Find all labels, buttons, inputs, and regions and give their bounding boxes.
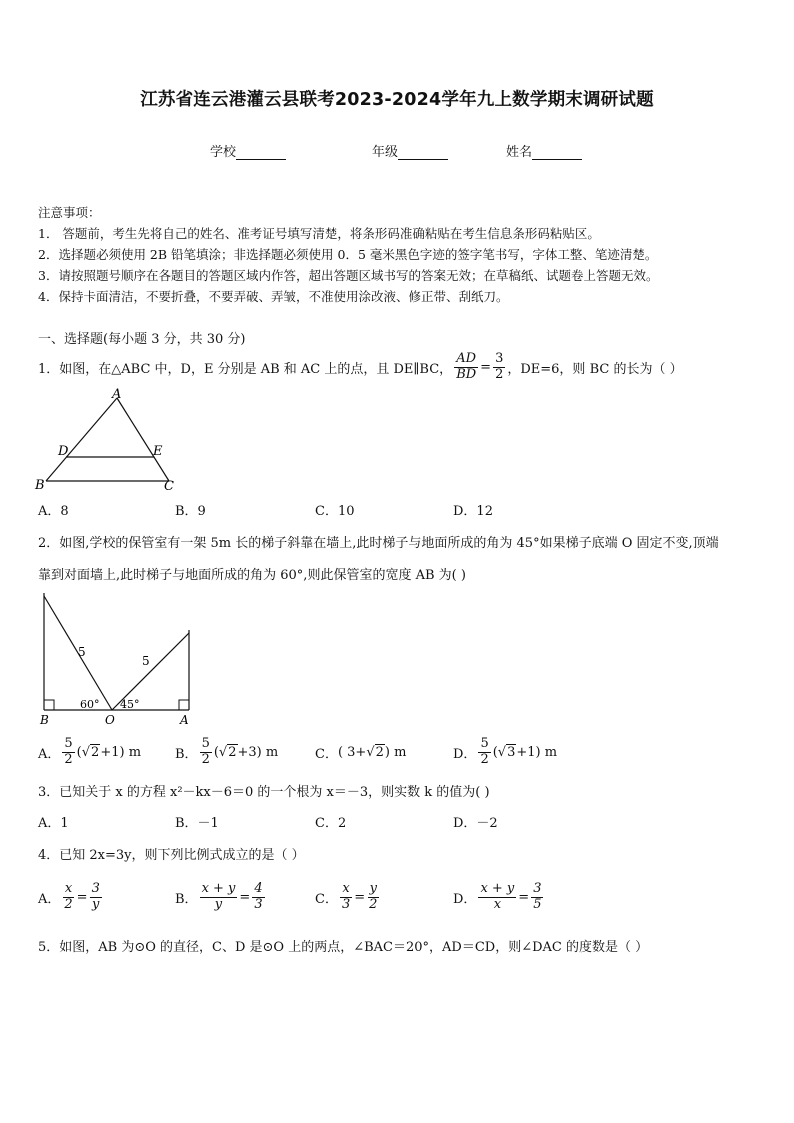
q1-option-b[interactable]: B．9 [175,504,206,519]
q2-option-c-rest: ) m [384,744,407,760]
q4-option-b[interactable] [175,877,267,917]
question-2-line2: 靠到对面墙上,此时梯子与地面所成的角为 60°,则此保管室的宽度 AB 为( ) [38,568,466,583]
q2-option-b-sqrt: √2 [218,744,237,760]
q4-option-a-left: $\frac{x}{2}$ [64,881,73,912]
q2-option-a-frac [62,737,74,767]
school-label: 学校 [210,145,237,160]
q2-option-b-rest: +3) m [237,744,279,760]
q2-option-b-letter: B． [175,746,198,762]
q2-option-a-den: 2 [64,751,73,767]
name-field[interactable] [506,141,582,160]
label-len-left: 5 [78,645,86,659]
q2-option-d-sqrt: √3 [497,744,516,760]
q4-option-a[interactable] [38,877,104,917]
q3-option-b[interactable]: B．－1 [175,816,219,831]
q4-option-d[interactable] [453,877,545,917]
q2-option-d-letter: D． [453,746,477,762]
q4-option-d-eq: = [518,889,530,905]
question-1 [38,346,683,388]
q4-option-a-letter: A． [38,891,61,907]
q2-ladder-figure [34,588,199,728]
label-d: D [58,444,69,459]
q1-triangle-figure [34,386,179,494]
q4-option-a-right: $\frac{3}{y}$ [91,881,100,912]
question-4: 4．已知 2x=3y，则下列比例式成立的是（ ） [38,848,305,863]
label-o: O [105,713,115,727]
note-item: 2．选择题必须使用 2B 铅笔填涂；非选择题必须使用 0．5 毫米黑色字迹的签字笔书写，字体工整、笔迹清楚。 [38,247,658,262]
q2-option-c-letter: C． [315,746,338,762]
q4-option-b-letter: B． [175,891,198,907]
q4-option-d-letter: D． [453,891,477,907]
q2-option-a[interactable] [38,734,141,770]
note-item: 1． 答题前，考生先将自己的姓名、准考证号填写清楚，将条形码准确粘贴在考生信息条形码粘贴区。 [38,226,600,241]
side-ac [117,398,169,481]
q2-option-a-rest: +1) m [100,744,142,760]
label-len-right: 5 [142,654,150,668]
note-item: 3．请按照题号顺序在各题目的答题区域内作答，超出答题区域书写的答案无效；在草稿纸、试题卷上答题无效。 [38,268,659,283]
section-heading: 一、选择题(每小题 3 分，共 30 分) [38,332,246,347]
label-angle-60: 60° [80,698,100,711]
page-title: 江苏省连云港灌云县联考2023-2024学年九上数学期末调研试题 [140,90,654,110]
q2-option-b-den: 2 [201,751,210,767]
question-5: 5．如图，AB 为⊙O 的直径，C、D 是⊙O 上的两点，∠BAC＝20°，AD＝CD，则∠DAC 的度数是（ ） [38,940,649,955]
q2-option-a-open: ( [76,744,82,760]
q2-option-a-letter: A． [38,746,61,762]
question-3: 3．已知关于 x 的方程 x²－kx－6＝0 的一个根为 x＝－3，则实数 k 的值为( ) [38,785,490,800]
q2-option-b-frac [200,737,212,767]
q2-option-d-rest: +1) m [516,744,558,760]
q2-option-b-num: 5 [201,736,210,752]
q4-option-b-left: $\frac{x + y}{y}$ [201,881,236,912]
label-b: B [35,478,45,493]
right-angle-b [44,700,54,710]
q2-option-a-sqrt: √2 [81,744,100,760]
q2-option-d[interactable] [453,734,557,770]
q2-option-c[interactable] [315,734,406,770]
q2-option-b-open: ( [213,744,219,760]
q2-option-d-num: 5 [480,736,489,752]
question-2-line1: 2．如图,学校的保管室有一架 5m 长的梯子斜靠在墙上,此时梯子与地面所成的角为 45°如果梯子底端 O 固定不变,顶端 [38,536,719,551]
q1-stem: 1．如图，在△ABC 中，D，E 分别是 AB 和 AC 上的点，且 DE∥BC， [38,361,453,377]
q4-option-c-letter: C． [315,891,338,907]
q2-option-a-num: 5 [64,736,73,752]
q1-ratio [454,352,478,382]
label-angle-45: 45° [120,698,140,711]
q1-option-c[interactable]: C．10 [315,504,355,519]
q1-option-a[interactable]: A．8 [38,504,69,519]
q1-tail: ，DE=6，则 BC 的长为（ ） [507,361,683,377]
q4-option-d-right: $\frac{3}{5}$ [533,881,542,912]
label-a: A [180,713,189,727]
q2-option-d-frac [478,737,490,767]
q3-option-c[interactable]: C．2 [315,816,347,831]
q4-option-b-right: $\frac{4}{3}$ [254,881,263,912]
school-field[interactable] [210,141,286,160]
right-angle-a [179,700,189,710]
q4-option-b-eq: = [239,889,251,905]
q2-option-c-sqrt: √2 [366,744,384,760]
q1-value-den: 2 [495,366,504,382]
q3-option-a[interactable]: A．1 [38,816,69,831]
label-e: E [153,444,163,459]
q1-value-num: 3 [495,351,504,367]
notes-heading: 注意事项： [38,205,101,220]
q4-option-c-left: $\frac{x}{3}$ [341,881,351,912]
label-c: C [164,479,174,494]
q4-option-d-left: $\frac{x + y}{x}$ [480,881,515,912]
label-b: B [40,713,49,727]
q2-option-d-den: 2 [480,751,489,767]
q2-option-c-open: ( 3+ [337,744,367,760]
q4-option-c-right: $\frac{y}{2}$ [369,881,378,912]
q1-ratio-num: AD [456,351,477,367]
q1-value [493,352,505,382]
q4-option-a-eq: = [76,889,88,905]
note-item: 4．保持卡面清洁，不要折叠，不要弄破、弄皱，不准使用涂改液、修正带、刮纸刀。 [38,289,509,304]
side-ab [46,398,117,481]
label-a: A [112,387,122,402]
grade-label: 年级 [372,145,399,160]
q3-option-d[interactable]: D．－2 [453,816,498,831]
grade-field[interactable] [372,141,448,160]
name-label: 姓名 [506,145,533,160]
q1-equals: = [480,359,492,375]
q4-option-c-eq: = [354,889,366,905]
q2-option-d-open: ( [492,744,498,760]
q2-option-b[interactable] [175,734,278,770]
q4-option-c[interactable] [315,877,381,917]
q1-option-d[interactable]: D．12 [453,504,493,519]
q1-ratio-den: BD [456,366,477,382]
